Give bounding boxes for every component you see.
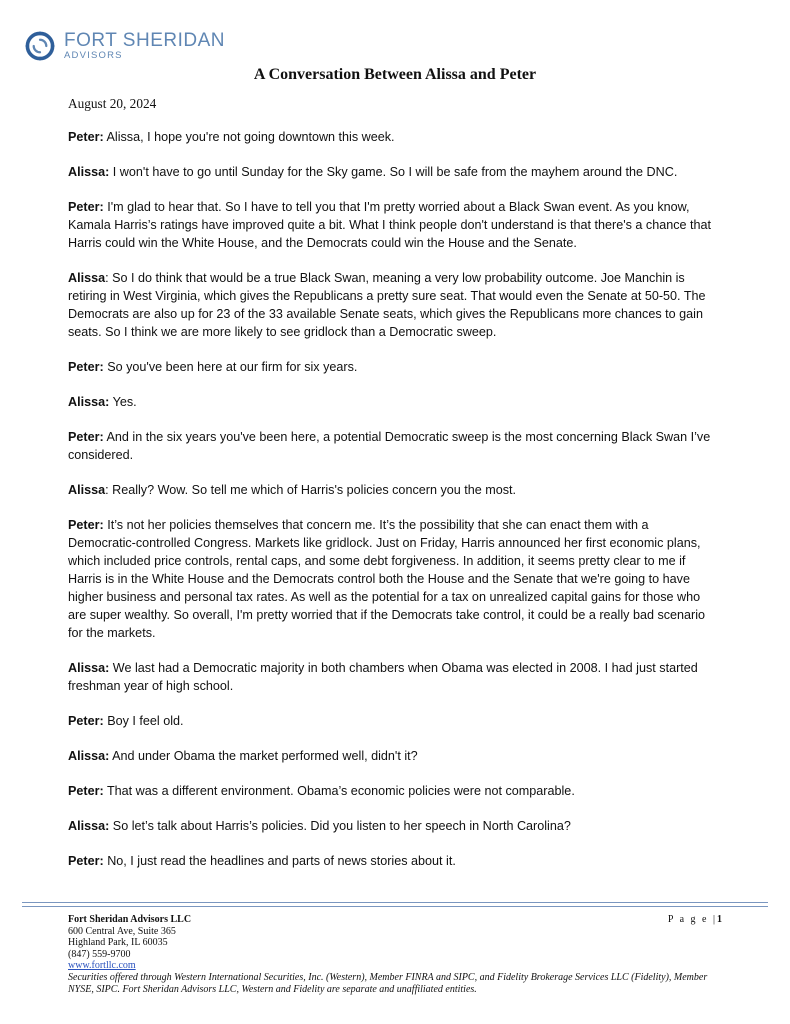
footer-phone: (847) 559-9700 bbox=[68, 948, 131, 960]
dialogue-text: No, I just read the headlines and parts of news stories about it. bbox=[103, 854, 456, 868]
dialogue-text: That was a different environment. Obama’s economic policies were not comparable. bbox=[103, 784, 575, 798]
dialogue-text: And in the six years you've been here, a potential Democratic sweep is the most concerning Black Swan I’ve considered. bbox=[68, 430, 711, 462]
document-title: A Conversation Between Alissa and Peter bbox=[253, 66, 537, 83]
page-number-value: 1 bbox=[717, 914, 722, 925]
dialogue-text: Alissa, I hope you're not going downtown this week. bbox=[103, 130, 395, 144]
dialogue-paragraph bbox=[68, 782, 718, 800]
dialogue-paragraph bbox=[68, 852, 718, 870]
speaker-name: Peter: bbox=[68, 714, 104, 728]
dialogue-text: And under Obama the market performed well, didn't it? bbox=[109, 749, 418, 763]
speaker-name: Peter: bbox=[68, 200, 104, 214]
dialogue-text: : Really? Wow. So tell me which of Harris's policies concern you the most. bbox=[105, 483, 517, 497]
footer bbox=[68, 914, 722, 995]
dialogue-text: Boy I feel old. bbox=[103, 714, 184, 728]
dialogue-text: Yes. bbox=[109, 395, 137, 409]
dialogue-body bbox=[68, 128, 718, 887]
swirl-logo-icon bbox=[22, 28, 58, 64]
footer-address-line1: 600 Central Ave, Suite 365 bbox=[68, 925, 176, 937]
speaker-name: Peter: bbox=[68, 360, 104, 374]
speaker-name: Peter: bbox=[68, 854, 104, 868]
dialogue-text: I won't have to go until Sunday for the Sky game. So I will be safe from the mayhem around the DNC. bbox=[109, 165, 678, 179]
dialogue-paragraph bbox=[68, 269, 718, 341]
dialogue-paragraph bbox=[68, 128, 718, 146]
dialogue-text: : So I do think that would be a true Black Swan, meaning a very low probability outcome. Joe Manchin is retiring in West Virginia, which gives the Republicans a pretty sure seat. That would even the Senate at 50-50. The Democrats are also up for 23 of the 33 available Senate seats, which gives the Republicans more chances to gain seats. So I think we are more likely to see gridlock than a Democratic sweep. bbox=[68, 271, 706, 339]
dialogue-paragraph bbox=[68, 481, 718, 499]
dialogue-paragraph bbox=[68, 393, 718, 411]
speaker-name: Alissa bbox=[68, 483, 106, 497]
dialogue-paragraph bbox=[68, 712, 718, 730]
speaker-name: Peter: bbox=[68, 130, 104, 144]
company-logo bbox=[22, 28, 225, 64]
dialogue-paragraph bbox=[68, 817, 718, 835]
speaker-name: Alissa: bbox=[68, 661, 110, 675]
dialogue-paragraph bbox=[68, 163, 718, 181]
dialogue-text: It’s not her policies themselves that concern me. It’s the possibility that she can enact them with a Democratic-controlled Congress. Markets like gridlock. Just on Friday, Harris announced her first economic plans, which included price controls, rental caps, and some debt forgiveness. In addition, it seems pretty clear to me if Harris is in the White House and the Democrats control both the House and the Senate that we're going to have higher business and personal tax rates. As well as the potential for a tax on unrealized capital gains for those who are super wealthy. So overall, I'm pretty worried that if the Democrats take control, it could be a really bad scenario for the markets. bbox=[68, 518, 706, 640]
dialogue-paragraph bbox=[68, 516, 718, 642]
footer-disclaimer: Securities offered through Western International Securities, Inc. (Western), Member FINRA and SIPC, and Fidelity Brokerage Services LLC (Fidelity), Member NYSE, SIPC. Fort Sheridan Advisors LLC, Western and Fidelity are separate and unaffiliated entities. bbox=[68, 971, 708, 995]
dialogue-text: I'm glad to hear that. So I have to tell you that I'm pretty worried about a Black Swan event. As you know, Kamala Harris’s ratings have improved quite a bit. What I think people don't understand is that there's a chance that Harris could win the White House, and the Democrats could win the House and the Senate. bbox=[68, 200, 712, 250]
dialogue-text: So you've been here at our firm for six years. bbox=[103, 360, 358, 374]
footer-company: Fort Sheridan Advisors LLC bbox=[68, 914, 192, 925]
footer-website-link[interactable]: www.fortllc.com bbox=[68, 960, 136, 972]
speaker-name: Alissa bbox=[68, 271, 106, 285]
speaker-name: Alissa: bbox=[68, 819, 110, 833]
dialogue-text: So let’s talk about Harris’s policies. Did you listen to her speech in North Carolina? bbox=[109, 819, 571, 833]
dialogue-paragraph bbox=[68, 747, 718, 765]
page-number bbox=[668, 914, 722, 925]
dialogue-paragraph bbox=[68, 659, 718, 695]
speaker-name: Alissa: bbox=[68, 395, 110, 409]
footer-divider bbox=[22, 902, 768, 907]
dialogue-text: We last had a Democratic majority in both chambers when Obama was elected in 2008. I had just started freshman year of high school. bbox=[68, 661, 698, 693]
document-date: August 20, 2024 bbox=[68, 96, 157, 111]
page-label: P a g e | bbox=[667, 914, 717, 925]
speaker-name: Peter: bbox=[68, 518, 104, 532]
speaker-name: Peter: bbox=[68, 784, 104, 798]
dialogue-paragraph bbox=[68, 358, 718, 376]
logo-name: FORT SHERIDAN bbox=[64, 30, 225, 52]
dialogue-paragraph bbox=[68, 198, 718, 252]
dialogue-paragraph bbox=[68, 428, 718, 464]
speaker-name: Alissa: bbox=[68, 749, 110, 763]
speaker-name: Peter: bbox=[68, 430, 104, 444]
footer-address-line2: Highland Park, IL 60035 bbox=[68, 937, 168, 949]
speaker-name: Alissa: bbox=[68, 165, 110, 179]
logo-subtitle: ADVISORS bbox=[64, 50, 123, 62]
